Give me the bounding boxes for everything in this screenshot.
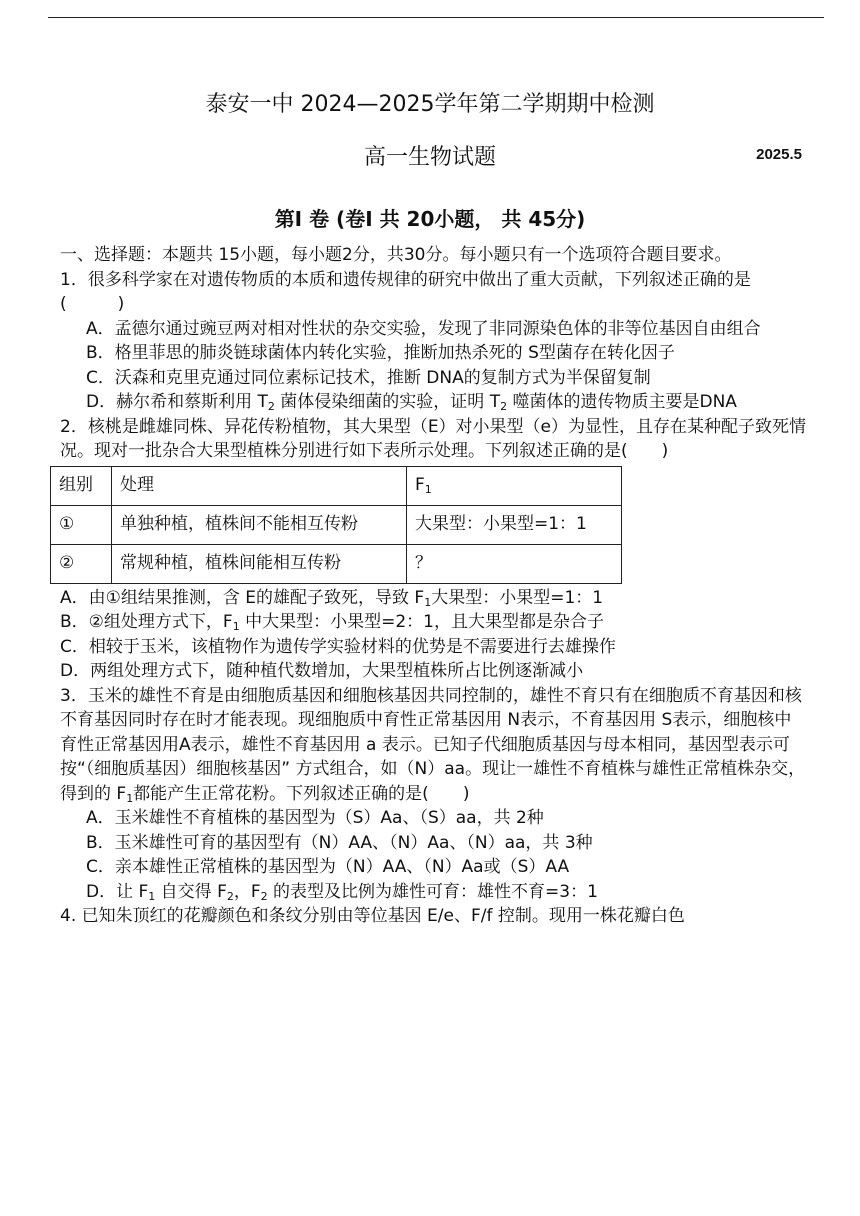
option-c: C．亲本雄性正常植株的基因型为（N）AA、（N）Aa或（S）AA xyxy=(86,857,570,877)
option-d: D．让 $F_1$ 自交得 $F_2$，$F_2$ 的表型及比例为雄性可育：雄性不育=3：1 xyxy=(86,881,598,903)
volume-heading: 第Ⅰ 卷 (卷Ⅰ 共 20小题， 共 45分) xyxy=(274,207,586,231)
table-cell: 常规种植，植株间能相互传粉 xyxy=(112,544,407,583)
table-header-row xyxy=(51,466,622,505)
exam-date: 2025.5 xyxy=(756,146,802,163)
table-cell: ① xyxy=(51,505,112,544)
question-stem: 2．核桃是雌雄同株、异花传粉植物，其大果型（E）对小果型（e）为显性，且存在某种配子致死情况。现对一批杂合大果型植株分别进行如下表所示处理。下列叙述正确的是( ) xyxy=(60,416,807,461)
question-1 xyxy=(60,268,808,415)
option-b: B．②组处理方式下，$F_1$ 中大果型：小果型=2：1，且大果型都是杂合子 xyxy=(60,612,604,633)
exam-content xyxy=(60,243,808,929)
table-cell: 大果型：小果型=1：1 xyxy=(407,505,622,544)
option-a: A．玉米雄性不育植株的基因型为（S）Aa、（S）aa，共 2种 xyxy=(86,808,544,828)
table-row xyxy=(51,544,622,583)
option-a: A．孟德尔通过豌豆两对相对性状的杂交实验，发现了非同源染色体的非等位基因自由组合 xyxy=(86,318,761,339)
option-d: D．两组处理方式下，随种植代数增加，大果型植株所占比例逐渐减小 xyxy=(60,661,584,681)
question-stem: 3．玉米的雄性不育是由细胞质基因和细胞核基因共同控制的，雄性不育只有在细胞质不育基因和核不育基因同时存在时才能表现。现细胞质中育性正常基因用 N表示，不育基因用 S表示，细胞核中育性正常基因用A表示，雄性不育基因用 a 表示。已知子代细胞质基因与母本相同，基因型表示可按“（细胞质基因）细胞核基因” 方式组合，如（N）aa。现让一雄性不育植株与雄性正常植株杂交，得到的 $F_1$都能产生正常花粉。下列叙述正确的是( ) xyxy=(60,685,806,805)
exam-title: 泰安一中 2024—2025学年第二学期期中检测 xyxy=(205,92,655,117)
section-heading: 一、选择题：本题共 15小题，每小题2分，共30分。每小题只有一个选项符合题目要求。 xyxy=(60,245,732,265)
question-stem: 1．很多科学家在对遗传物质的本质和遗传规律的研究中做出了重大贡献，下列叙述正确的是( ) xyxy=(60,269,751,314)
option-a: A．由①组结果推测，含 E的雄配子致死，导致 $F_1$大果型：小果型=1：1 xyxy=(60,587,604,609)
option-c: C．相较于玉米，该植物作为遗传学实验材料的优势是不需要进行去雄操作 xyxy=(60,636,616,657)
table-row xyxy=(51,505,622,544)
table-cell: 单独种植，植株间不能相互传粉 xyxy=(112,505,407,544)
table-header-cell: $F_1$ xyxy=(407,466,622,505)
question-3 xyxy=(60,684,808,905)
table-header-cell: 组别 xyxy=(51,466,112,505)
table-cell: ？ xyxy=(407,544,622,583)
table-cell: ② xyxy=(51,544,112,583)
question-2 xyxy=(60,415,808,684)
exam-subtitle: 高一生物试题 xyxy=(363,145,496,170)
option-d: D．赫尔希和蔡斯利用 $T_2$ 菌体侵染细菌的实验，证明 $T_2$ 噬菌体的遗传物质主要是DNA xyxy=(86,392,737,413)
table-header-cell: 处理 xyxy=(112,466,407,505)
q2-table xyxy=(50,466,622,584)
option-b: B．格里菲思的肺炎链球菌体内转化实验，推断加热杀死的 S型菌存在转化因子 xyxy=(86,343,675,363)
option-c: C．沃森和克里克通过同位素标记技术，推断 DNA的复制方式为半保留复制 xyxy=(86,367,651,388)
option-b: B．玉米雄性可育的基因型有（N）AA、（N）Aa、（N）aa，共 3种 xyxy=(86,832,593,853)
top-rule xyxy=(48,17,824,18)
question-4-stem: 4. 已知朱顶红的花瓣颜色和条纹分别由等位基因 E/e、F/f 控制。现用一株花瓣白色 xyxy=(60,906,685,926)
